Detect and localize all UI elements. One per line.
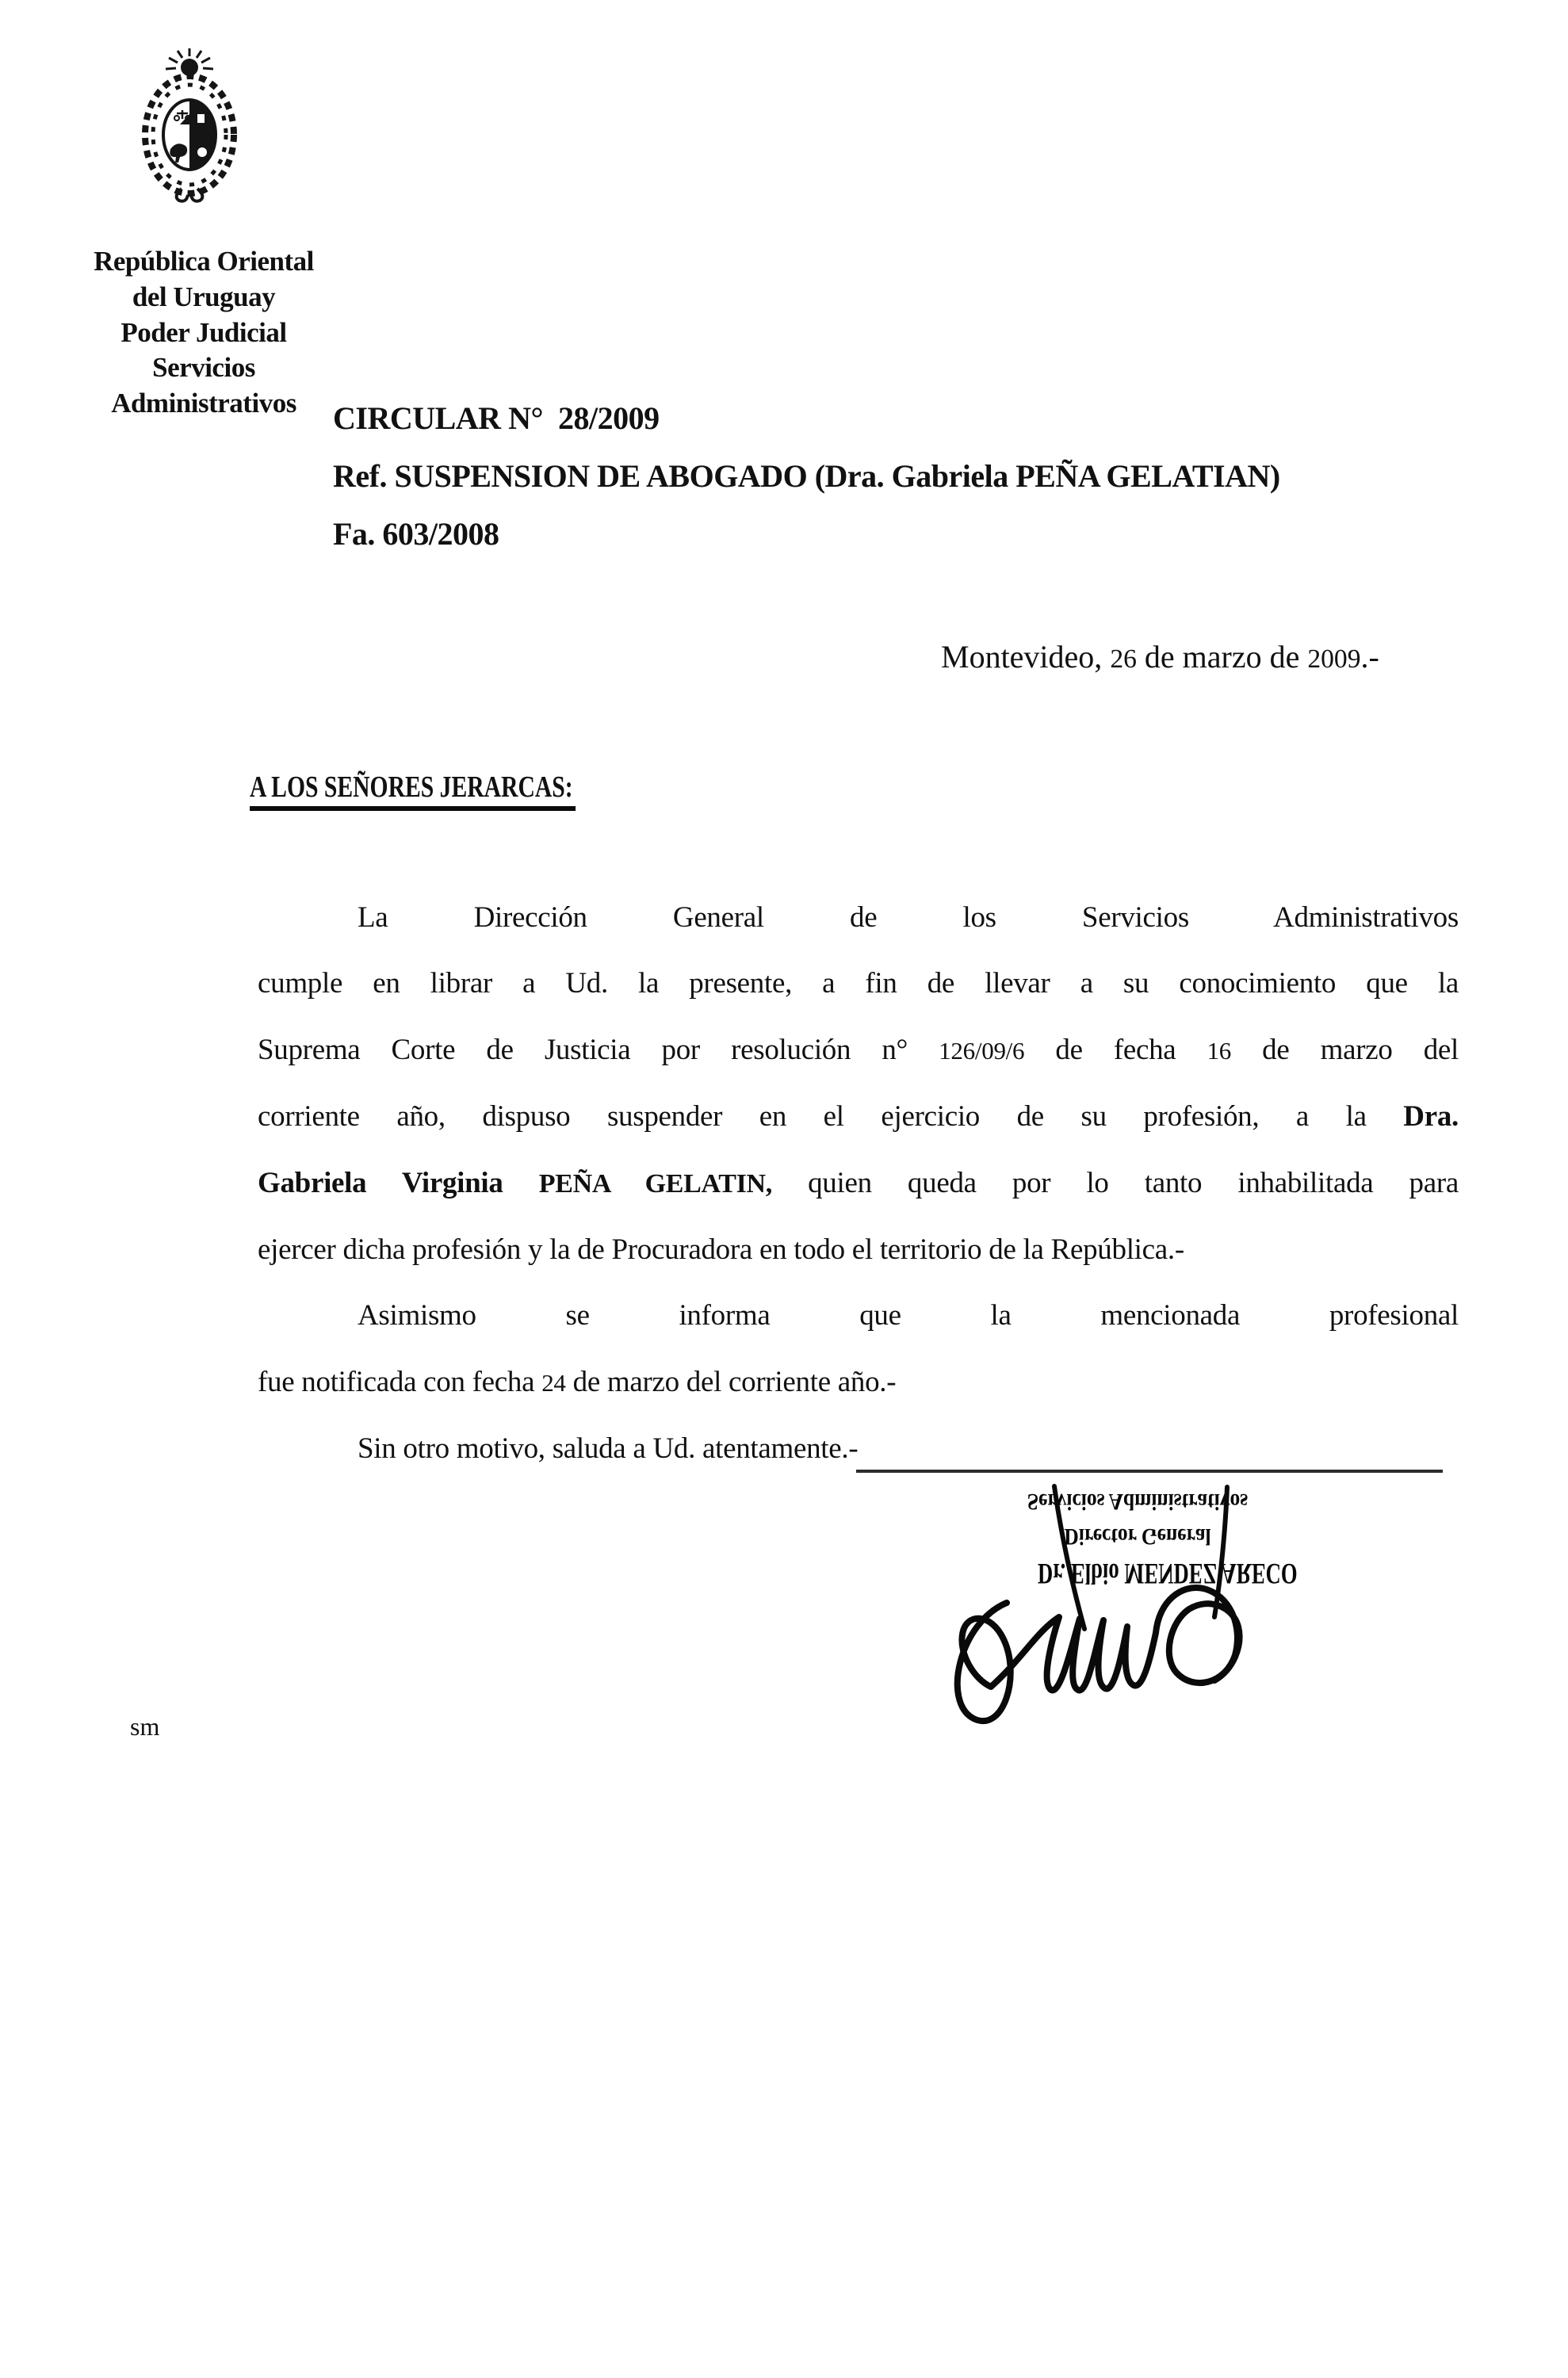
body-line: ejercer dicha profesión y la de Procuradora en todo el territorio de la República.- [258,1233,1184,1267]
dateline-day: 26 [1110,644,1137,674]
letterhead [78,244,330,422]
typist-initials: sm [130,1712,160,1741]
file-number: Fa. 603/2008 [333,516,499,552]
body-line: Sin otro motivo, saluda a Ud. atentamente.- [358,1432,859,1466]
dateline-city: Montevideo, [941,639,1111,675]
coat-of-arms-icon [131,46,248,205]
body-line: La Dirección General de los Servicios Administrativos [358,901,1459,934]
body-line: Suprema Corte de Justicia por resolución n° 126/09/6 de fecha 16 de marzo del [258,1033,1459,1066]
body-line: Asimismo se informa que la mencionada profesional [358,1299,1459,1332]
dateline [941,639,1379,678]
body-line: cumple en librar a Ud. la presente, a fin de llevar a su conocimiento que la [258,967,1459,1000]
dateline-end: .- [1360,639,1379,675]
letterhead-line-country1: República Oriental [94,246,314,277]
signature-rule [856,1470,1443,1473]
body-line: fue notificada con fecha 24 de marzo del corriente año.- [258,1365,897,1398]
header-block [333,400,1280,574]
letterhead-line-country2: del Uruguay [132,281,276,312]
signature-icon [927,1476,1298,1730]
stamp-signer-title: Director General [1064,1524,1211,1550]
reference-line: Ref. SUSPENSION DE ABOGADO (Dra. Gabriela PEÑA GELATIAN) [333,458,1280,494]
letterhead-line-office2: Administrativos [111,388,296,419]
letter-body [258,885,1459,1482]
circular-number: CIRCULAR N° 28/2009 [333,400,660,436]
body-line: Gabriela Virginia PEÑA GELATIN, quien queda por lo tanto inhabilitada para [258,1166,1459,1199]
salutation: A LOS SEÑORES JERARCAS: [250,770,576,811]
salutation-wrap [250,770,667,811]
stamp-office: Servicios Administrativos [1027,1489,1249,1515]
dateline-year: 2009 [1307,644,1361,674]
stamp-signer-name: Dr. Elbio MENDEZ ARECO [1038,1557,1298,1589]
letterhead-line-office1: Servicios [152,352,255,384]
dateline-month: de marzo de [1136,639,1308,675]
letterhead-line-branch: Poder Judicial [120,316,287,348]
body-line: corriente año, dispuso suspender en el ejercicio de su profesión, a la Dra. [258,1100,1459,1134]
